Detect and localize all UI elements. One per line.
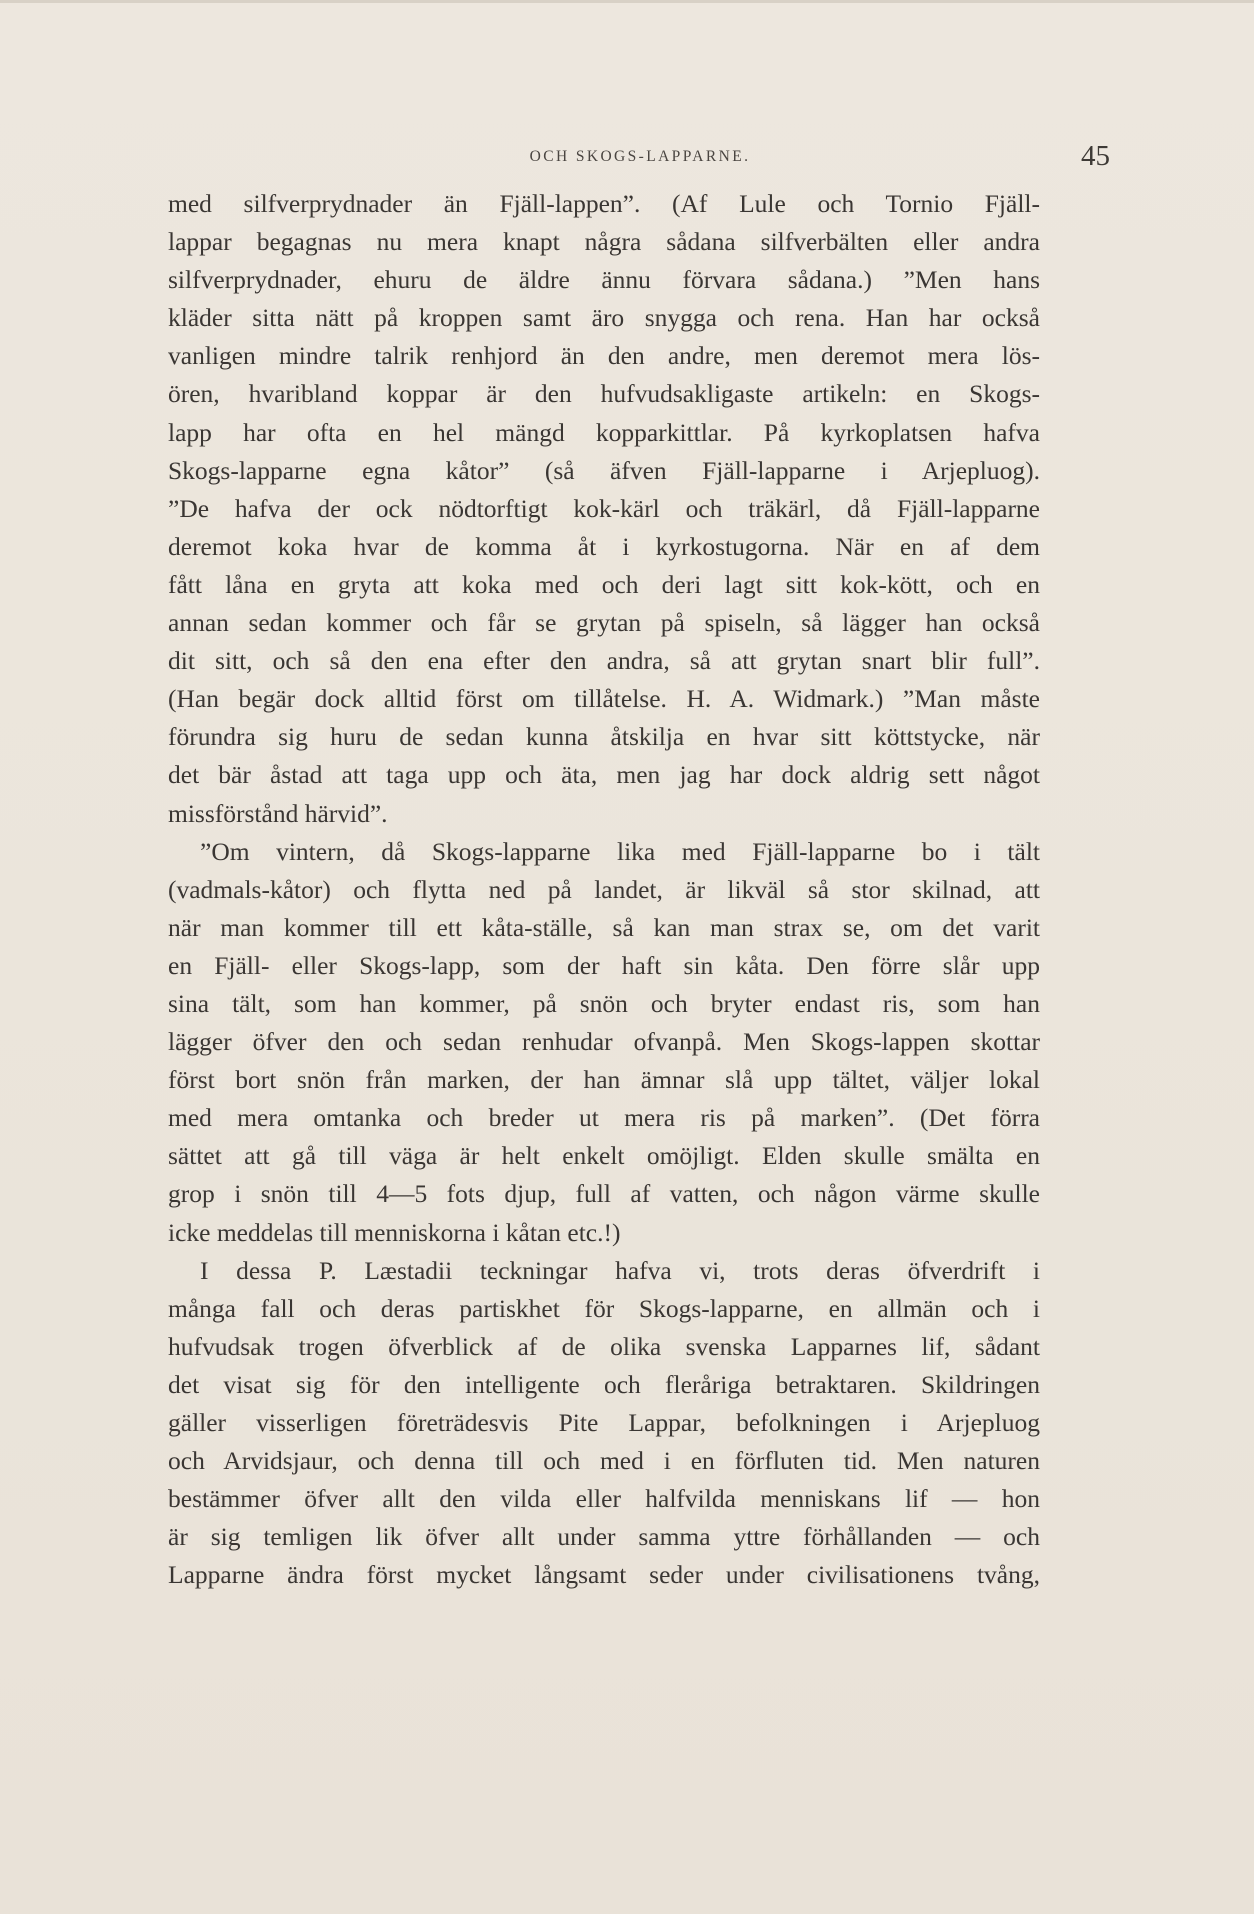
text-line: förundra sig huru de sedan kunna åtskilja en hvar sitt köttstycke, när <box>168 722 1040 752</box>
text-line: dit sitt, och så den ena efter den andra, så att grytan snart blir full”. <box>168 646 1040 676</box>
text-line: det visat sig för den intelligente och fleråriga betraktaren. Skildringen <box>168 1369 1040 1399</box>
text-line: lappar begagnas nu mera knapt några sådana silfverbälten eller andra <box>168 227 1040 257</box>
text-line: bestämmer öfver allt den vilda eller halfvilda menniskans lif — hon <box>168 1484 1040 1514</box>
text-line: vanligen mindre talrik renhjord än den andre, men deremot mera lös- <box>168 341 1040 371</box>
text-line: och Arvidsjaur, och denna till och med i en förfluten tid. Men naturen <box>168 1446 1040 1476</box>
running-title: OCH SKOGS-LAPPARNE. <box>529 148 751 165</box>
text-line: Lapparne ändra först mycket långsamt seder under civilisationens tvång, <box>168 1560 1040 1590</box>
text-line: många fall och deras partiskhet för Skogs-lapparne, en allmän och i <box>168 1293 1040 1323</box>
running-head <box>170 140 1110 176</box>
text-line: Skogs-lapparne egna kåtor” (så äfven Fjäll-lapparne i Arjepluog). <box>168 455 1040 485</box>
text-line: annan sedan kommer och får se grytan på spiseln, så lägger han också <box>168 608 1040 638</box>
text-line: fått låna en gryta att koka med och deri lagt sitt kok-kött, och en <box>168 569 1040 599</box>
body-text <box>168 185 1040 1594</box>
text-line: (Han begär dock alltid först om tillåtelse. H. A. Widmark.) ”Man måste <box>168 684 1040 714</box>
text-line: med mera omtanka och breder ut mera ris på marken”. (Det förra <box>168 1103 1040 1133</box>
text-line: när man kommer till ett kåta-ställe, så kan man strax se, om det varit <box>168 912 1040 942</box>
text-line: silfverprydnader, ehuru de äldre ännu förvara sådana.) ”Men hans <box>168 265 1040 295</box>
text-line: med silfverprydnader än Fjäll-lappen”. (Af Lule och Tornio Fjäll- <box>168 189 1040 218</box>
text-line: (vadmals-kåtor) och flytta ned på landet, är likväl så stor skilnad, att <box>168 874 1040 904</box>
text-line: I dessa P. Læstadii teckningar hafva vi, trots deras öfverdrift i <box>200 1255 1040 1285</box>
text-line: lapp har ofta en hel mängd kopparkittlar. På kyrkoplatsen hafva <box>168 417 1040 447</box>
text-line: det bär åstad att taga upp och äta, men jag har dock aldrig sett något <box>168 760 1040 790</box>
text-line: ”De hafva der ock nödtorftigt kok-kärl och träkärl, då Fjäll-lapparne <box>168 493 1040 523</box>
text-line: är sig temligen lik öfver allt under samma yttre förhållanden — och <box>168 1522 1040 1552</box>
text-line: ören, hvaribland koppar är den hufvudsakligaste artikeln: en Skogs- <box>168 379 1040 409</box>
text-line: deremot koka hvar de komma åt i kyrkostugorna. När en af dem <box>168 531 1040 561</box>
text-line: icke meddelas till menniskorna i kåtan etc.!) <box>168 1217 621 1247</box>
page-number: 45 <box>1081 140 1110 172</box>
text-line: ”Om vintern, då Skogs-lapparne lika med Fjäll-lapparne bo i tält <box>200 836 1040 866</box>
page-top-edge <box>0 0 1254 3</box>
text-line: sina tält, som han kommer, på snön och bryter endast ris, som han <box>168 988 1040 1018</box>
text-line: hufvudsak trogen öfverblick af de olika svenska Lapparnes lif, sådant <box>168 1331 1040 1361</box>
text-line: sättet att gå till väga är helt enkelt omöjligt. Elden skulle smälta en <box>168 1141 1040 1171</box>
text-line: missförstånd härvid”. <box>168 798 388 828</box>
text-line: först bort snön från marken, der han ämnar slå upp tältet, väljer lokal <box>168 1065 1040 1095</box>
text-line: en Fjäll- eller Skogs-lapp, som der haft sin kåta. Den förre slår upp <box>168 950 1040 980</box>
text-line: lägger öfver den och sedan renhudar ofvanpå. Men Skogs-lappen skottar <box>168 1027 1040 1057</box>
text-line: grop i snön till 4—5 fots djup, full af vatten, och någon värme skulle <box>168 1179 1040 1209</box>
text-line: kläder sitta nätt på kroppen samt äro snygga och rena. Han har också <box>168 303 1040 333</box>
text-line: gäller visserligen företrädesvis Pite Lappar, befolkningen i Arjepluog <box>168 1408 1040 1437</box>
